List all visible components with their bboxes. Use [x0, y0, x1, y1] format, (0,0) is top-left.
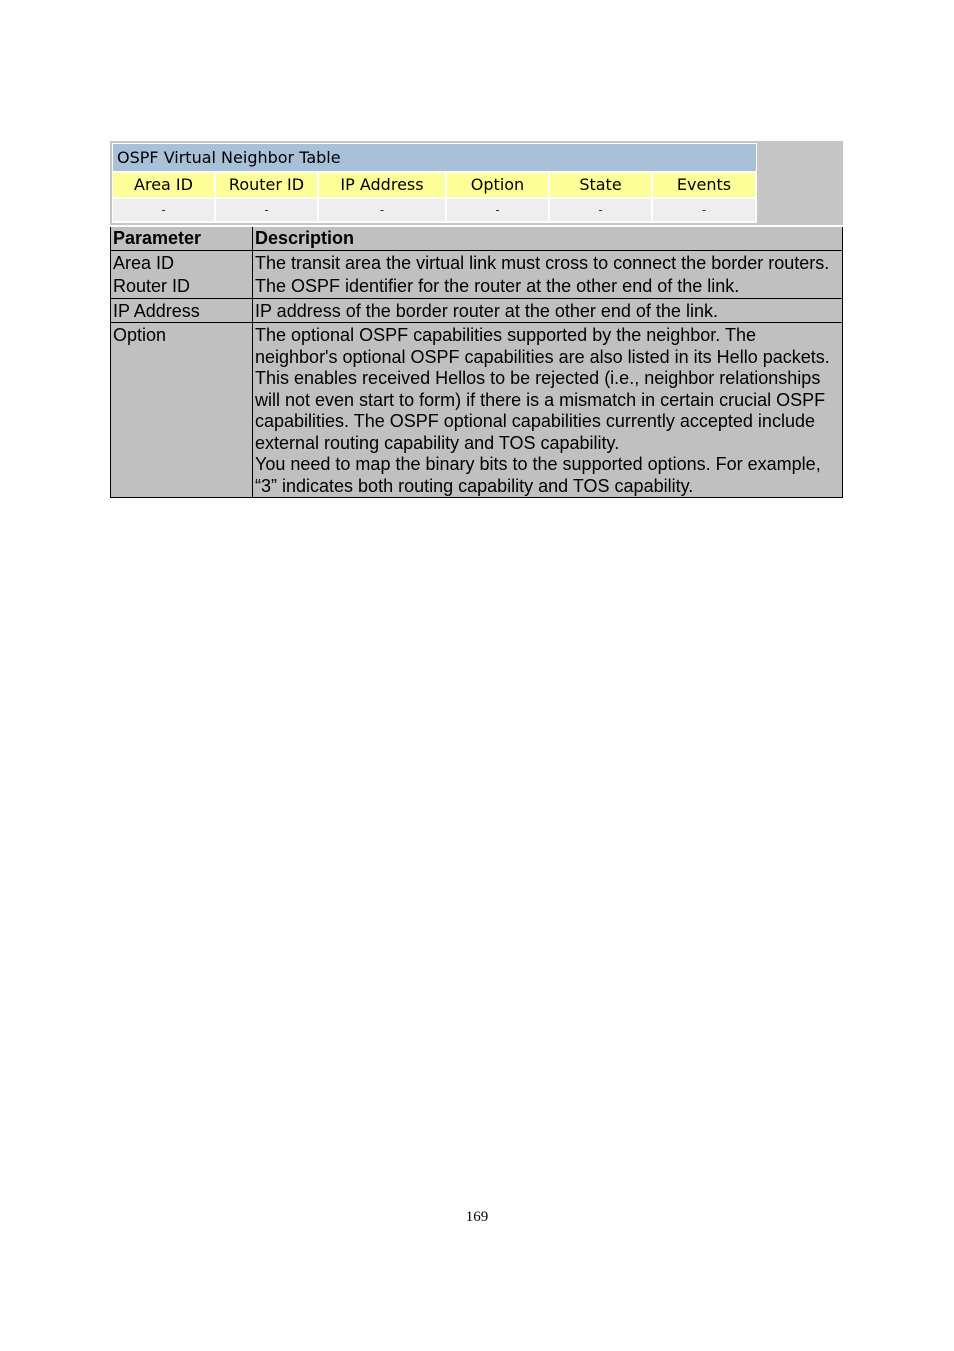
description-note: You need to map the binary bits to the supported options. For example, “3” indicates both routing capability and TOS capability. — [255, 454, 821, 496]
table-cell: - — [550, 199, 651, 221]
description-text: The optional OSPF capabilities supported by the neighbor. The neighbor's optional OSPF capabilities are also listed in its Hello packets. This enables received Hellos to be rejected (i.e., neighbor relationships will not even start to form) if there is a mismatch in certain crucial OSPF capabilities. The OSPF optional capabilities currently accepted include external routing capability and TOS capability. — [255, 325, 830, 453]
parameter-description-table — [110, 227, 843, 498]
table-cell: - — [216, 199, 317, 221]
table-row — [111, 323, 843, 498]
ospf-table-screenshot — [110, 141, 843, 225]
column-header[interactable]: IP Address — [319, 173, 445, 197]
page-number: 169 — [465, 1209, 489, 1225]
column-header[interactable]: Router ID — [216, 173, 317, 197]
ospf-table-header — [113, 173, 757, 197]
parameter-header: Parameter — [111, 227, 253, 250]
description-cell — [253, 323, 843, 498]
ospf-table-panel — [112, 143, 757, 223]
table-cell: - — [113, 199, 214, 221]
parameter-cell: Router ID — [111, 274, 253, 298]
table-cell: - — [319, 199, 445, 221]
table-row — [111, 250, 843, 274]
description-cell: IP address of the border router at the other end of the link. — [253, 298, 843, 323]
column-header[interactable]: Events — [653, 173, 755, 197]
table-cell: - — [447, 199, 548, 221]
parameter-cell: Area ID — [113, 252, 175, 273]
column-header[interactable]: State — [550, 173, 651, 197]
description-cell: The transit area the virtual link must cross to connect the border routers. — [253, 250, 843, 274]
description-cell: The OSPF identifier for the router at the other end of the link. — [253, 274, 843, 298]
parameter-cell: Option — [113, 325, 167, 345]
column-header[interactable]: Option — [447, 173, 548, 197]
ospf-table-title: OSPF Virtual Neighbor Table — [113, 144, 756, 171]
table-row — [111, 274, 843, 298]
parameter-cell: IP Address — [111, 298, 253, 323]
description-header: Description — [253, 227, 843, 250]
table-cell: - — [653, 199, 755, 221]
table-row — [113, 199, 757, 221]
table-header-row — [111, 227, 843, 250]
table-row — [111, 298, 843, 323]
column-header[interactable]: Area ID — [113, 173, 214, 197]
